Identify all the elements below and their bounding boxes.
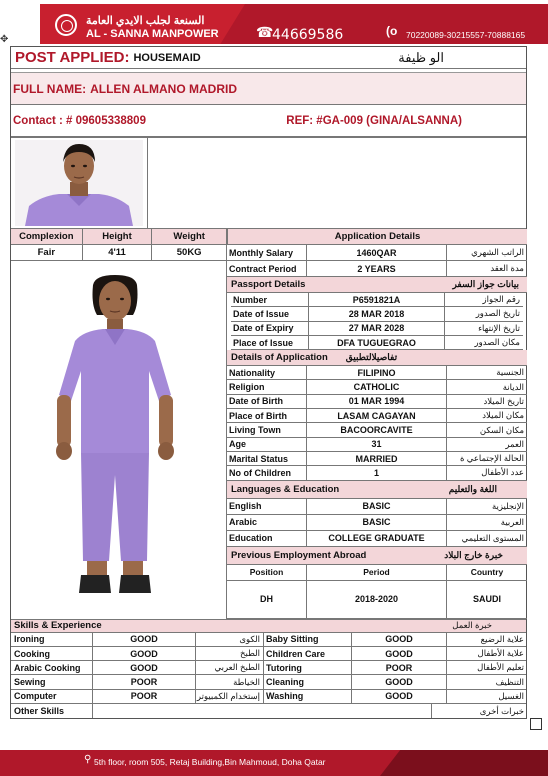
skill-arabic: الطبخ (196, 647, 264, 660)
height-value: 4'11 (83, 245, 153, 261)
passport-number-label: Number (231, 293, 309, 306)
skill-level: POOR (93, 690, 197, 703)
weight-value: 50KG (152, 245, 226, 261)
main-grid (11, 229, 526, 619)
english-value: BASIC (307, 499, 447, 514)
date-of-issue-arabic: تاريخ الصدور (475, 308, 520, 319)
full-name-value: ALLEN ALMANO MADRID (90, 81, 237, 96)
skill-arabic: الغسيل (498, 690, 524, 701)
details-of-application-title: Details of Application (231, 352, 328, 364)
no-of-children-arabic: عدد الأطفال (481, 467, 524, 478)
skill-arabic: تعليم الأطفال (477, 662, 524, 673)
detail-row (227, 466, 527, 480)
skill-level: GOOD (352, 633, 448, 646)
place-of-issue-value: DFA TUGUEGRAO (309, 336, 445, 349)
marital-status-label: Marital Status (227, 452, 307, 465)
mobile-numbers: 70220089-30215557-70888165 (406, 30, 526, 40)
monthly-salary-row (227, 245, 527, 261)
skill-arabic: علاية الرضيع (480, 633, 524, 644)
detail-row (227, 366, 527, 380)
skill-label: Computer (11, 690, 93, 703)
post-applied-value: HOUSEMAID (133, 51, 201, 64)
skill-level: GOOD (352, 690, 448, 703)
physical-headers (11, 229, 226, 245)
passport-details-header (227, 277, 527, 293)
passport-row (231, 307, 523, 321)
skill-level: POOR (352, 661, 448, 674)
detail-row (227, 438, 527, 452)
company-name-arabic: السنعة لجلب الايدي العامة (86, 15, 205, 27)
languages-education-title: Languages & Education (231, 483, 340, 495)
nationality-arabic: الجنسية (496, 367, 524, 378)
skill-arabic: الكوى (196, 633, 264, 646)
company-logo-icon (55, 14, 77, 36)
education-arabic: المستوى التعليمي (461, 532, 524, 543)
date-of-expiry-label: Date of Expiry (231, 322, 309, 335)
post-applied-row (11, 47, 526, 69)
footer-address: 5th floor, room 505, Retaj Building,Bin Mahmoud, Doha Qatar (94, 757, 326, 767)
date-of-expiry-arabic: تاريخ الإنتهاء (478, 322, 520, 333)
date-of-issue-label: Date of Issue (231, 307, 309, 320)
full-name-label: FULL NAME: (13, 81, 87, 96)
skill-level: GOOD (93, 647, 197, 660)
height-header: Height (83, 229, 153, 245)
phone-number: 44669586 (272, 27, 344, 43)
place-of-birth-arabic: مكان الميلاد (482, 410, 524, 421)
monthly-salary-value: 1460QAR (307, 245, 447, 260)
full-body-photo (53, 275, 185, 605)
other-skills-row (11, 704, 526, 718)
date-of-birth-arabic: تاريخ الميلاد (483, 395, 524, 406)
left-column (11, 229, 227, 619)
detail-row (227, 423, 527, 437)
living-town-value: BACOORCAVITE (307, 423, 447, 436)
no-of-children-label: No of Children (227, 466, 307, 479)
passport-row (231, 293, 523, 307)
post-applied-arabic: الو ظيفة (398, 49, 444, 65)
detail-row (227, 409, 527, 423)
location-pin-icon: ⚲ (84, 754, 92, 765)
photo-row (11, 137, 526, 229)
monthly-salary-label: Monthly Salary (227, 245, 307, 260)
age-label: Age (227, 438, 307, 451)
date-of-birth-label: Date of Birth (227, 395, 307, 408)
date-of-expiry-value: 27 MAR 2028 (309, 322, 445, 335)
place-of-birth-value: LASAM CAGAYAN (307, 409, 447, 422)
contact-row (11, 105, 526, 137)
skill-arabic: علاية الأطفال (477, 648, 524, 658)
company-name-english: AL - SANNA MANPOWER (86, 28, 219, 40)
no-of-children-value: 1 (307, 466, 447, 479)
skill-row (11, 661, 526, 675)
contact-number: Contact : # 09605338809 (13, 114, 146, 127)
skill-label: Ironing (11, 633, 93, 646)
arabic-label: Arabic (227, 515, 307, 530)
skill-label: Washing (264, 690, 352, 703)
english-arabic: الإنجليزية (491, 500, 524, 511)
monthly-salary-arabic: الراتب الشهري (471, 247, 524, 257)
details-of-application-title-arabic: تفاصيلالتطبيق (345, 352, 398, 363)
place-of-issue-arabic: مكان الصدور (474, 337, 520, 348)
skill-level: GOOD (352, 675, 448, 688)
mobile-phone-icon: (o (386, 24, 398, 38)
contract-period-arabic: مدة العقد (490, 263, 524, 273)
skills-experience-title-arabic: خبرة العمل (452, 620, 492, 631)
arabic-arabic: العربية (500, 516, 524, 527)
language-row (227, 499, 527, 515)
skill-level: GOOD (352, 647, 448, 660)
move-handle-icon[interactable]: ✥ (0, 34, 9, 45)
other-skills-label: Other Skills (11, 704, 93, 718)
detail-row (227, 395, 527, 409)
cv-sheet (10, 46, 527, 719)
skill-level: GOOD (93, 633, 197, 646)
passport-details-box (227, 293, 527, 350)
religion-label: Religion (227, 380, 307, 393)
skill-row (11, 633, 526, 647)
page-checkbox[interactable] (530, 718, 542, 730)
skill-arabic: الطبخ العربي (196, 661, 264, 674)
skills-experience-title: Skills & Experience (14, 620, 102, 632)
position-value: DH (227, 581, 307, 618)
employment-table-headers (227, 565, 527, 581)
full-name-row (11, 73, 526, 105)
previous-employment-header (227, 547, 527, 565)
place-of-issue-label: Place of Issue (231, 336, 309, 349)
nationality-value: FILIPINO (307, 366, 447, 379)
marital-status-arabic: الحالة الإجتماعي ة (459, 453, 524, 464)
employment-table-row (227, 581, 527, 619)
passport-row (231, 336, 523, 350)
country-value: SAUDI (472, 594, 501, 605)
marital-status-value: MARRIED (307, 452, 447, 465)
detail-row (227, 380, 527, 394)
details-of-application-header (227, 350, 527, 366)
skill-arabic: الخياطة (196, 675, 264, 688)
skill-label: Baby Sitting (264, 633, 352, 646)
date-of-birth-value: 01 MAR 1994 (307, 395, 447, 408)
age-value: 31 (307, 438, 447, 451)
application-details-header: Application Details (227, 229, 527, 245)
skill-row (11, 690, 526, 704)
skill-arabic: إستخدام الكمبيوتر (196, 690, 264, 703)
other-skills-value (93, 704, 432, 718)
passport-details-title: Passport Details (231, 279, 306, 290)
full-body-photo-cell (11, 261, 226, 610)
language-row (227, 515, 527, 531)
skill-row (11, 675, 526, 689)
skill-label: Cleaning (264, 675, 352, 688)
skill-level: GOOD (93, 661, 197, 674)
arabic-value: BASIC (307, 515, 447, 530)
skill-arabic: التنظيف (495, 676, 524, 687)
skill-label: Tutoring (264, 661, 352, 674)
living-town-arabic: مكان السكن (479, 424, 524, 435)
footer (0, 750, 548, 776)
contract-period-value: 2 YEARS (307, 261, 447, 276)
age-arabic: العمر (505, 438, 524, 449)
date-of-issue-value: 28 MAR 2018 (309, 307, 445, 320)
languages-education-header (227, 481, 527, 499)
languages-education-title-arabic: اللغة والتعليم (448, 483, 497, 494)
passport-details-title-arabic: بيانات جواز السفر (452, 279, 519, 289)
country-header: Country (470, 567, 504, 578)
skill-level: POOR (93, 675, 197, 688)
education-label: Education (227, 531, 307, 546)
telephone-icon: ☎ (256, 24, 274, 40)
complexion-value: Fair (11, 245, 83, 261)
reference-code: REF: #GA-009 (GINA/ALSANNA) (286, 114, 462, 127)
skill-label: Sewing (11, 675, 93, 688)
contract-period-row (227, 261, 527, 277)
passport-row (231, 322, 523, 336)
position-header: Position (227, 565, 307, 580)
right-column (227, 229, 527, 619)
complexion-header: Complexion (11, 229, 83, 245)
nationality-label: Nationality (227, 366, 307, 379)
footer-accent (380, 750, 548, 776)
living-town-label: Living Town (227, 423, 307, 436)
skills-experience-header (11, 619, 526, 633)
skill-label: Arabic Cooking (11, 661, 93, 674)
passport-number-value: P6591821A (309, 293, 445, 306)
education-value: COLLEGE GRADUATE (307, 531, 447, 546)
skill-row (11, 647, 526, 661)
portrait-photo (15, 140, 143, 226)
skill-label: Cooking (11, 647, 93, 660)
detail-row (227, 452, 527, 466)
contract-period-label: Contract Period (227, 261, 307, 276)
period-value: 2018-2020 (307, 581, 447, 618)
religion-value: CATHOLIC (307, 380, 447, 393)
education-row (227, 531, 527, 547)
skill-label: Children Care (264, 647, 352, 660)
religion-arabic: الديانة (502, 381, 524, 392)
place-of-birth-label: Place of Birth (227, 409, 307, 422)
other-skills-arabic: خبرات أخرى (479, 705, 524, 716)
passport-number-arabic: رقم الجواز (482, 294, 520, 305)
period-header: Period (307, 565, 447, 580)
previous-employment-title-arabic: خبرة خارج البلاد (444, 549, 503, 560)
portrait-photo-cell (11, 138, 148, 228)
english-label: English (227, 499, 307, 514)
previous-employment-title: Previous Employment Abroad (231, 549, 367, 561)
post-applied-label: POST APPLIED: (15, 49, 130, 66)
weight-header: Weight (152, 229, 226, 245)
physical-values (11, 245, 226, 261)
